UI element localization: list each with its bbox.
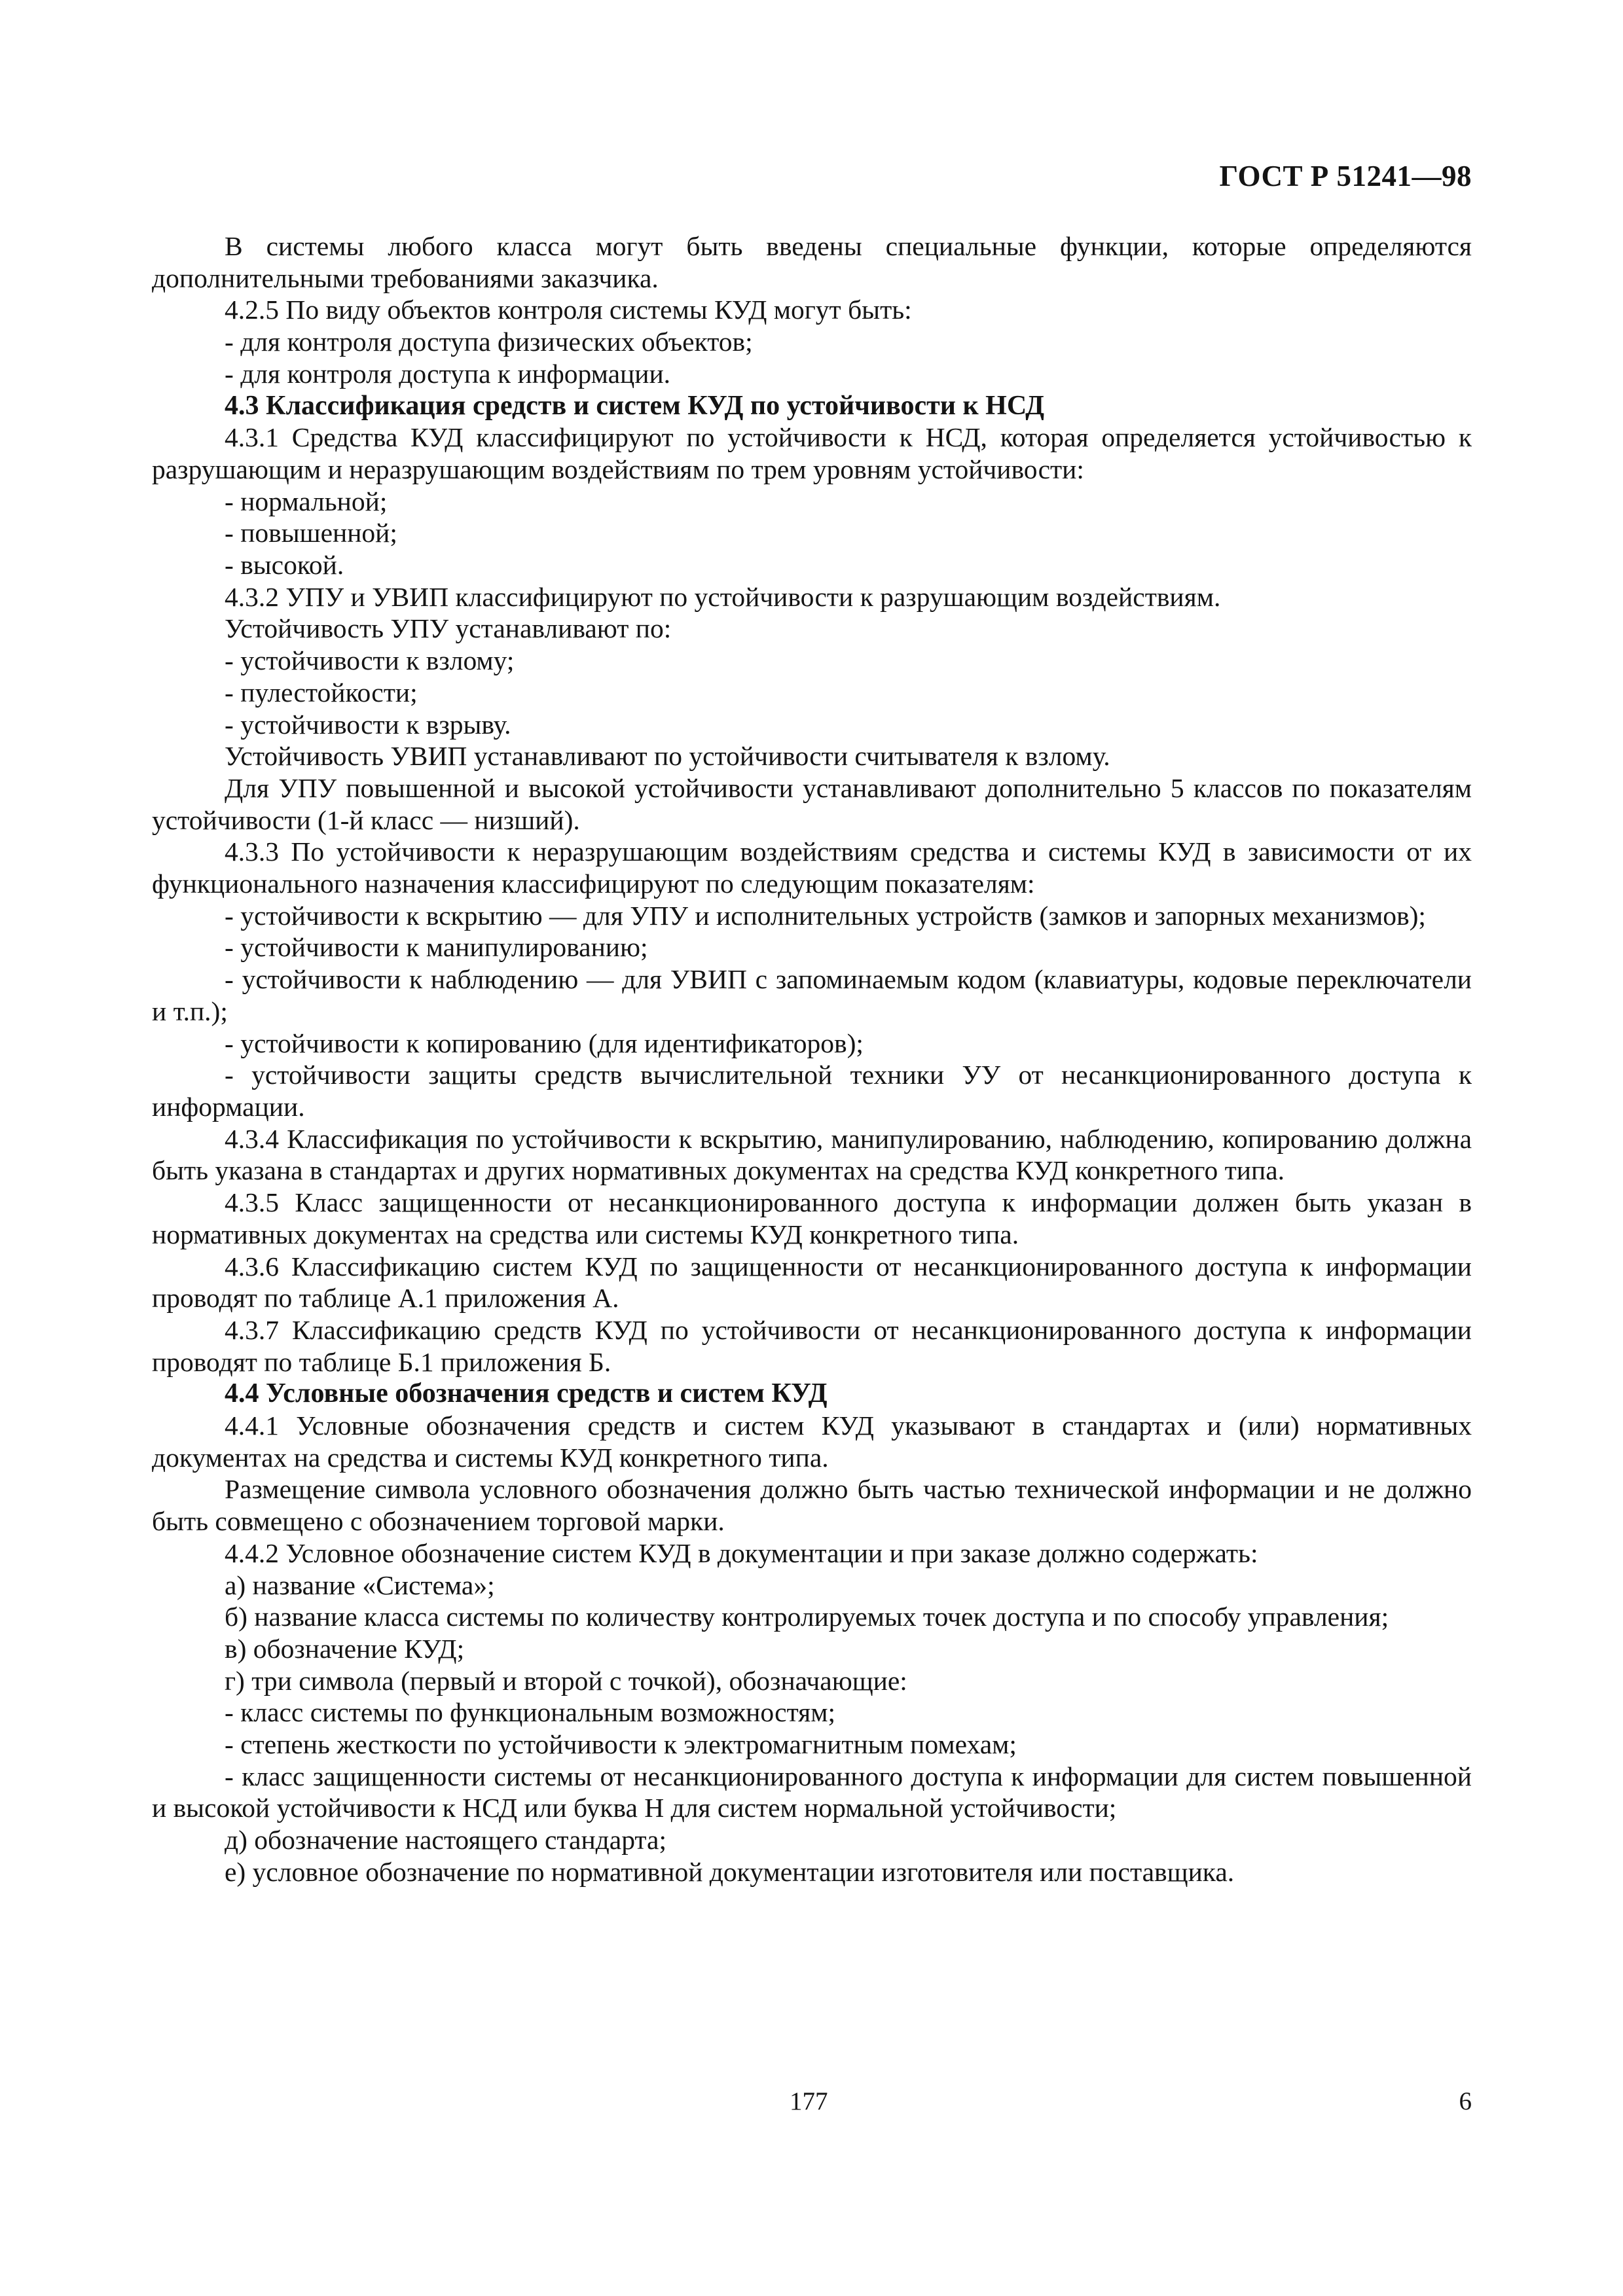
paragraph: - для контроля доступа к информации. — [225, 358, 671, 389]
paragraph: - устойчивости к копированию (для идентификаторов); — [225, 1028, 864, 1058]
paragraph: - степень жесткости по устойчивости к электромагнитным помехам; — [225, 1729, 1017, 1760]
paragraph: а) название «Система»; — [225, 1570, 495, 1600]
paragraph: - устойчивости к вскрытию — для УПУ и исполнительных устройств (замков и запорных механизмов); — [225, 900, 1426, 931]
section-heading: 4.3 Классификация средств и систем КУД по устойчивости к НСД — [225, 390, 1044, 421]
paragraph: 4.3.2 УПУ и УВИП классифицируют по устойчивости к разрушающим воздействиям. — [225, 581, 1221, 612]
paragraph: Для УПУ повышенной и высокой устойчивости устанавливают дополнительно 5 классов по показателям устойчивости (1-й класс — низший). — [152, 772, 1472, 835]
section-heading: 4.4 Условные обозначения средств и систем КУД — [225, 1378, 828, 1409]
paragraph: - высокой. — [225, 550, 344, 581]
paragraph: - нормальной; — [225, 486, 388, 516]
paragraph: - устойчивости к наблюдению — для УВИП с запоминаемым кодом (клавиатуры, кодовые переключатели и т.п.); — [152, 964, 1472, 1026]
paragraph: - устойчивости защиты средств вычислительной техники УУ от несанкционированного доступа к информации. — [152, 1060, 1472, 1122]
paragraph: д) обозначение настоящего стандарта; — [225, 1825, 666, 1856]
paragraph: б) название класса системы по количеству контролируемых точек доступа и по способу управления; — [225, 1602, 1389, 1632]
paragraph: г) три символа (первый и второй с точкой), обозначающие: — [225, 1665, 907, 1696]
paragraph: 4.4.2 Условное обозначение систем КУД в документации и при заказе должно содержать: — [225, 1537, 1258, 1568]
paragraph: Устойчивость УПУ устанавливают по: — [225, 613, 672, 644]
paragraph: - устойчивости к взлому; — [225, 645, 515, 676]
paragraph: 4.2.5 По виду объектов контроля системы КУД могут быть: — [225, 295, 912, 325]
paragraph: - для контроля доступа физических объектов; — [225, 327, 753, 357]
paragraph: - устойчивости к манипулированию; — [225, 932, 648, 963]
paragraph: 4.3.1 Средства КУД классифицируют по устойчивости к НСД, которая определяется устойчивостью к разрушающим и неразрушающим воздействиям по трем уровням устойчивости: — [152, 422, 1472, 484]
paragraph: 4.3.6 Классификацию систем КУД по защищенности от несанкционированного доступа к информации проводят по таблице А.1 приложения А. — [152, 1251, 1472, 1314]
paragraph: в) обозначение КУД; — [225, 1633, 465, 1664]
paragraph: - устойчивости к взрыву. — [225, 709, 511, 740]
paragraph: - пулестойкости; — [225, 677, 418, 708]
paragraph: Размещение символа условного обозначения должно быть частью технической информации и не должно быть совмещено с обозначением торговой марки. — [152, 1474, 1472, 1537]
paragraph: 4.3.4 Классификация по устойчивости к вскрытию, манипулированию, наблюдению, копированию должна быть указана в стандартах и других нормативных документах на средства КУД конкретного типа. — [152, 1123, 1472, 1186]
sheet-number: 6 — [1459, 2087, 1472, 2115]
paragraph: Устойчивость УВИП устанавливают по устойчивости считывателя к взлому. — [225, 741, 1110, 772]
paragraph: - повышенной; — [225, 518, 397, 548]
paragraph: В системы любого класса могут быть введены специальные функции, которые определяются дополнительными требованиями заказчика. — [152, 231, 1472, 293]
paragraph: - класс системы по функциональным возможностям; — [225, 1697, 836, 1728]
paragraph: 4.3.7 Классификацию средств КУД по устойчивости от несанкционированного доступа к информации проводят по таблице Б.1 приложения Б. — [152, 1314, 1472, 1377]
paragraph: 4.3.3 По устойчивости к неразрушающим воздействиям средства и системы КУД в зависимости от их функционального назначения классифицируют по следующим показателям: — [152, 836, 1472, 899]
document-body — [152, 230, 1472, 1888]
document-designation: ГОСТ Р 51241—98 — [1219, 160, 1472, 192]
paragraph: 4.4.1 Условные обозначения средств и систем КУД указывают в стандартах и (или) нормативных документах на средства и системы КУД конкретного типа. — [152, 1410, 1472, 1473]
paragraph: - класс защищенности системы от несанкционированного доступа к информации для систем повышенной и высокой устойчивости к НСД или буква Н для систем нормальной устойчивости; — [152, 1761, 1472, 1823]
page-number: 177 — [790, 2087, 828, 2115]
paragraph: е) условное обозначение по нормативной документации изготовителя или поставщика. — [225, 1856, 1235, 1887]
paragraph: 4.3.5 Класс защищенности от несанкционированного доступа к информации должен быть указан в нормативных документах на средства или системы КУД конкретного типа. — [152, 1187, 1472, 1249]
